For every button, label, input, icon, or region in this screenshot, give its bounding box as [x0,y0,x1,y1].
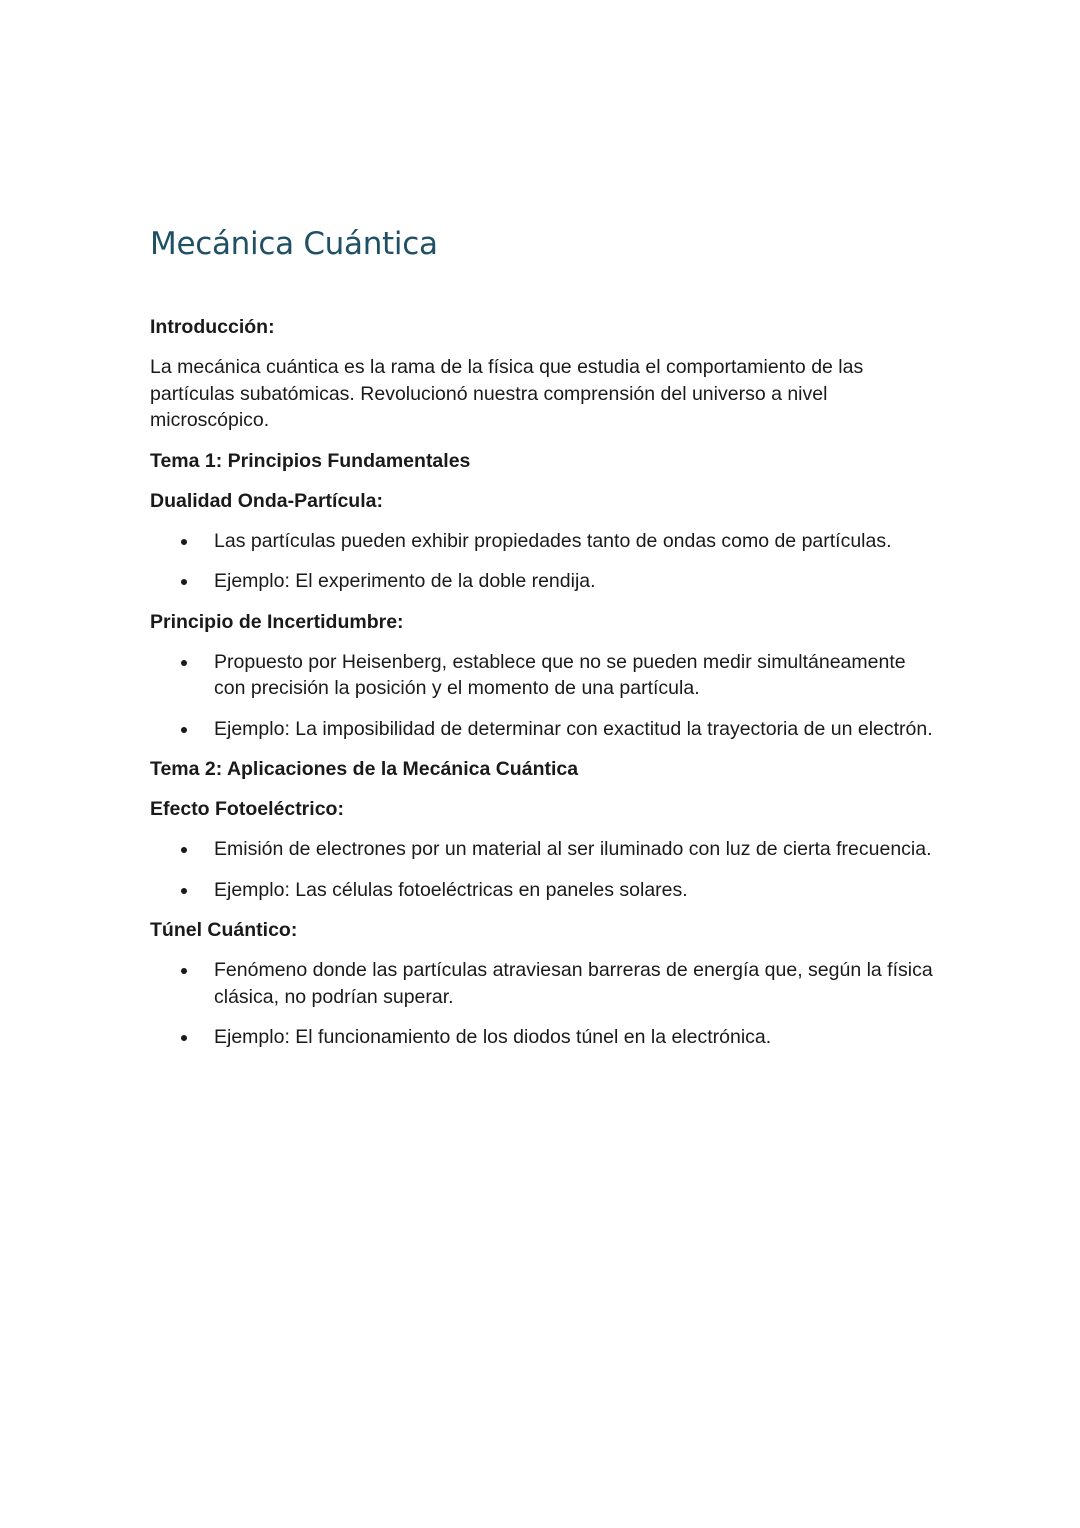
bullet-icon [181,660,187,666]
list-item-text: Ejemplo: Las células fotoeléctricas en paneles solares. [214,878,688,901]
bullet-icon [181,847,187,853]
incertidumbre-heading: Principio de Incertidumbre: [150,610,404,633]
document-title: Mecánica Cuántica [150,226,438,262]
list-item-text: Ejemplo: La imposibilidad de determinar con exactitud la trayectoria de un electrón. [214,717,933,740]
bullet-icon [181,579,187,585]
fotoelectrico-list [150,836,940,903]
list-item-text: Ejemplo: El funcionamiento de los diodos túnel en la electrónica. [214,1026,772,1048]
tunel-heading: Túnel Cuántico: [150,919,298,941]
fotoelectrico-heading: Efecto Fotoeléctrico: [150,798,344,820]
tema2-heading: Tema 2: Aplicaciones de la Mecánica Cuántica [150,758,579,780]
bullet-icon [181,968,187,974]
intro-paragraph: La mecánica cuántica es la rama de la física que estudia el comportamiento de las partículas subatómicas. Revolucionó nuestra comprensión del universo a nivel microscópico. [150,356,864,431]
dualidad-list [150,528,940,595]
incertidumbre-list [150,649,940,743]
list-item [150,716,940,743]
list-item [150,568,940,595]
bullet-icon [181,727,187,733]
list-item [150,957,940,1010]
list-item [150,1024,940,1051]
list-item [150,877,940,904]
list-item-text: Fenómeno donde las partículas atraviesan barreras de energía que, según la física clásica, no podrían superar. [214,959,933,1008]
list-item-text: Propuesto por Heisenberg, establece que no se pueden medir simultáneamente con precisión la posición y el momento de una partícula. [214,650,906,699]
document-page [150,220,940,1051]
bullet-icon [181,1035,187,1041]
intro-heading: Introducción: [150,316,275,338]
list-item [150,649,940,702]
list-item-text: Emisión de electrones por un material al ser iluminado con luz de cierta frecuencia. [214,838,932,860]
list-item [150,528,940,555]
dualidad-heading: Dualidad Onda-Partícula: [150,489,383,512]
list-item [150,836,940,863]
list-item-text: Las partículas pueden exhibir propiedades tanto de ondas como de partículas. [214,529,892,552]
list-item-text: Ejemplo: El experimento de la doble rendija. [214,570,596,592]
tema1-heading: Tema 1: Principios Fundamentales [150,449,471,472]
tunel-list [150,957,940,1051]
bullet-icon [181,888,187,894]
bullet-icon [181,539,187,545]
